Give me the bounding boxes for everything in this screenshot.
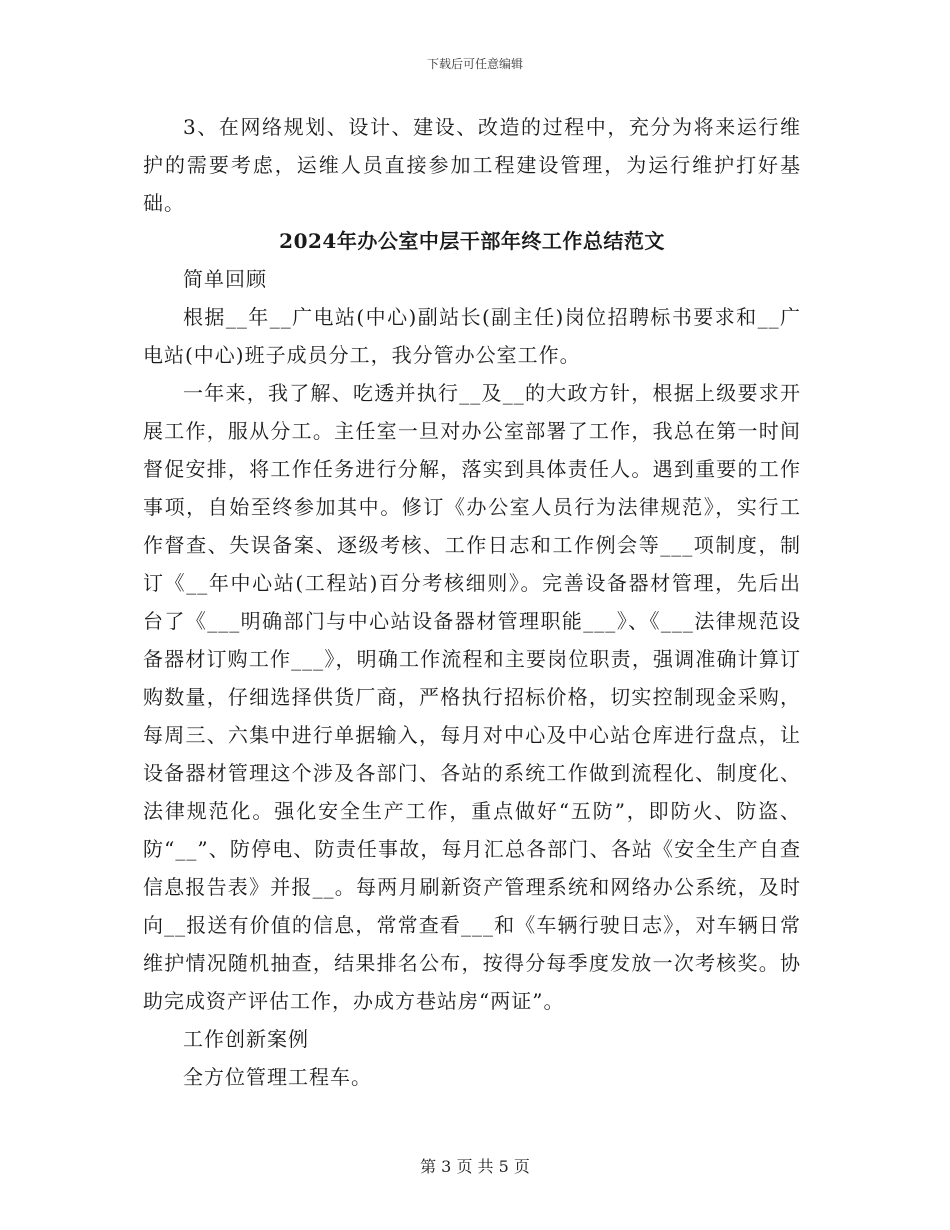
page-header: 下载后可任意编辑 bbox=[426, 57, 523, 71]
document-title: 2024年办公室中层干部年终工作总结范文 bbox=[279, 229, 665, 253]
page-number: 第 3 页 共 5 页 bbox=[420, 1157, 530, 1176]
heading-review: 简单回顾 bbox=[183, 267, 267, 291]
paragraph-2: 一年来，我了解、吃透并执行__及__的大政方针，根据上级要求开展工作，服从分工。主任室一旦对办公室部署了工作，我总在第一时间督促安排，将工作任务进行分解，落实到具体责任人。遇到重要的工作事项，自始至终参加其中。修订《办公室人员行为法律规范》，实行工作督查、失误备案、逐级考核、工作日志和工作例会等___项制度，制订《__年中心站(工程站)百分考核细则》。完善设备器材管理，先后出台了《___明确部门与中心站设备器材管理职能___》、《___法律规范设备器材订购工作___》，明确工作流程和主要岗位职责，强调准确计算订购数量，仔细选择供货厂商，严格执行招标价格，切实控制现金采购，每周三、六集中进行单据输入，每月对中心及中心站仓库进行盘点，让设备器材管理这个涉及各部门、各站的系统工作做到流程化、制度化、法律规范化。强化安全生产工作，重点做好“五防”，即防火、防盗、防“__”、防停电、防责任事故，每月汇总各部门、各站《安全生产自查信息报告表》并报__。每两月刷新资产管理系统和网络办公系统，及时向__报送有价值的信息，常常查看___和《车辆行驶日志》，对车辆日常维护情况随机抽查，结果排名公布，按得分每季度发放一次考核奖。协助完成资产评估工作，办成方巷站房“两证”。 bbox=[143, 381, 801, 1013]
heading-innovation: 工作创新案例 bbox=[183, 1027, 309, 1051]
paragraph-intro: 3、在网络规划、设计、建设、改造的过程中，充分为将来运行维护的需要考虑，运维人员直接参加工程建设管理，为运行维护打好基础。 bbox=[143, 115, 801, 215]
paragraph-1: 根据__年__广电站(中心)副站长(副主任)岗位招聘标书要求和__广电站(中心)班子成员分工，我分管办公室工作。 bbox=[143, 305, 801, 367]
paragraph-3: 全方位管理工程车。 bbox=[183, 1065, 372, 1089]
document-body bbox=[143, 108, 801, 1096]
